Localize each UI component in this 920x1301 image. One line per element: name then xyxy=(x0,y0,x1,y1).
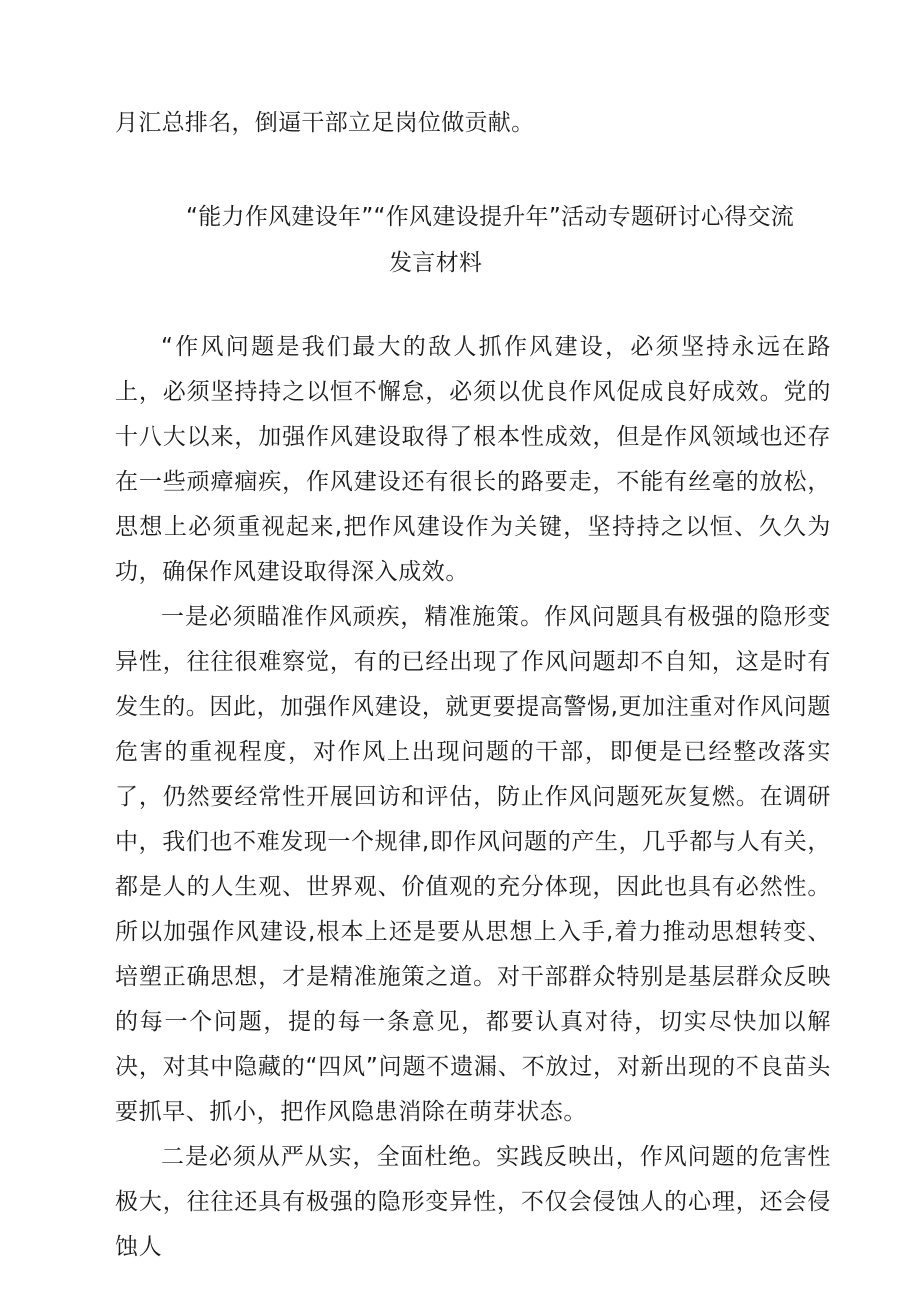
paragraph-intro: “作风问题是我们最大的敌人抓作风建设，必须坚持永远在路上，必须坚持持之以恒不懈怠，必须以优良作风促成良好成效。党的十八大以来，加强作风建设取得了根本性成效，但是作风领域也还存在一些顽瘴痼疾，作风建设还有很长的路要走，不能有丝毫的放松，思想上必须重视起来,把作风建设作为关键，坚持持之以恒、久久为功，确保作风建设取得深入成效。 xyxy=(115,334,831,585)
document-body xyxy=(115,325,831,1270)
paragraph-point-one: 一是必须瞄准作风顽疾，精准施策。作风问题具有极强的隐形变异性，往往很难察觉，有的已经出现了作风问题却不自知，这是时有发生的。因此，加强作风建设，就更要提高警惕,更加注重对作风问题危害的重视程度，对作风上出现问题的干部，即便是已经整改落实了，仍然要经常性开展回访和评估，防止作风问题死灰复燃。在调研中，我们也不难发现一个规律,即作风问题的产生，几乎都与人有关，都是人的人生观、世界观、价值观的充分体现，因此也具有必然性。所以加强作风建设,根本上还是要从思想上入手,着力推动思想转变、培塑正确思想，才是精准施策之道。对干部群众特别是基层群众反映的每一个问题，提的每一条意见，都要认真对待，切实尽快加以解决，对其中隐藏的“四风”问题不遗漏、不放过，对新出现的不良苗头要抓早、抓小，把作风隐患消除在萌芽状态。 xyxy=(115,604,831,1125)
continued-text-line: 月汇总排名，倒逼干部立足岗位做贡献。 xyxy=(115,110,535,136)
document-title-line-2: 发言材料 xyxy=(389,250,483,276)
document-title-line-1: “能力作风建设年”“作风建设提升年”活动专题研讨心得交流 xyxy=(186,204,795,230)
document-title xyxy=(0,194,920,286)
paragraph-point-two: 二是必须从严从实，全面杜绝。实践反映出，作风问题的危害性极大，往往还具有极强的隐形变异性，不仅会侵蚀人的心理，还会侵蚀人 xyxy=(115,1144,831,1260)
